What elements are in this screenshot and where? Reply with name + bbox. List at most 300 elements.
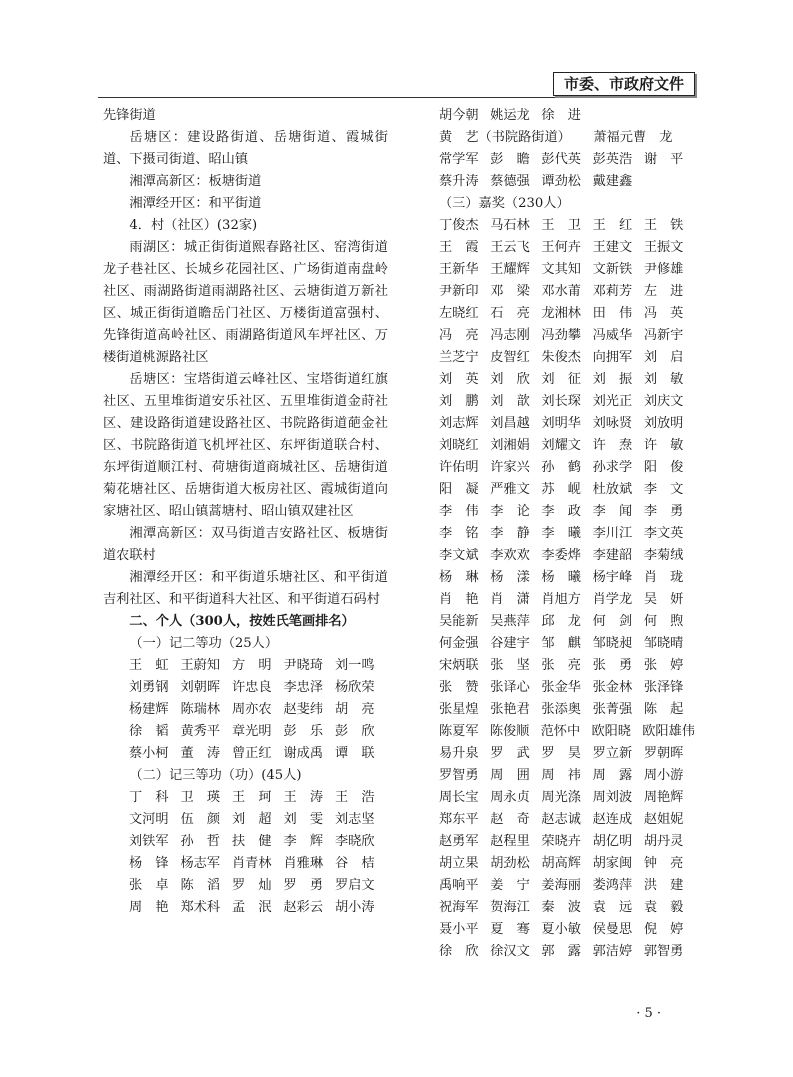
person-name: 刘耀文: [541, 438, 581, 453]
person-name: 蔡德强: [490, 174, 530, 189]
person-name: 胡劲松: [490, 856, 530, 871]
person-name: 黄秀平: [180, 724, 221, 739]
person-name: 袁 毅: [643, 900, 684, 915]
person-name: 李 静: [490, 526, 530, 541]
person-name: 王耀辉: [490, 262, 530, 277]
person-name: 罗 勇: [283, 878, 324, 893]
person-name: 赵连成: [592, 812, 633, 827]
person-name: 张金华: [541, 680, 581, 695]
person-name: 徐 欣: [439, 944, 479, 959]
person-name: 胡丹灵: [643, 834, 684, 849]
person-name: 夏 骞: [490, 922, 530, 937]
name-row: [439, 677, 695, 699]
person-name: 李 政: [541, 504, 581, 519]
person-name: 洪 建: [643, 878, 684, 893]
person-name: 周 露: [592, 768, 633, 783]
person-name: 阳 俊: [643, 460, 684, 475]
person-name: 阳 凝: [439, 482, 479, 497]
person-name: 刘 启: [643, 350, 684, 365]
person-name: 龙湘林: [541, 306, 581, 321]
person-name: 孙 哲: [180, 834, 221, 849]
person-name: 王 卫: [541, 218, 581, 233]
name-row: [439, 325, 695, 347]
person-name: 刘 英: [439, 372, 479, 387]
person-name: 徐汉文: [490, 944, 530, 959]
name-row: [129, 677, 388, 699]
person-name: 李 论: [490, 504, 530, 519]
person-name: 郑东平: [439, 812, 479, 827]
person-name: 张 婷: [643, 658, 684, 673]
person-name: 倪 婷: [643, 922, 684, 937]
person-name: 周长宝: [439, 790, 479, 805]
person-name: 尹修雄: [643, 262, 684, 277]
person-name: 杨宇峰: [592, 570, 633, 585]
person-name: 胡今朝: [439, 108, 479, 123]
name-row: [439, 369, 695, 391]
person-name: 胡小涛: [335, 900, 375, 915]
name-row: [439, 589, 695, 611]
person-name: 石 亮: [490, 306, 530, 321]
person-name: 文新铁: [592, 262, 633, 277]
person-name: 扶 健: [232, 834, 272, 849]
subheading: 4．村（社区）(32家): [129, 218, 258, 233]
paragraph: 雨湖区：城正街街道熙春路社区、窑湾街道龙子巷社区、长城乡花园社区、广场街道南盘岭社区、雨湖路街道雨湖路社区、云塘街道万新社区、城正街街道瞻岳门社区、万楼街道富强村、先锋街道高岭社区、雨湖路街道风车坪社区、万楼街道桃源路社区: [103, 240, 388, 365]
person-name: 欧阳晓: [591, 724, 631, 739]
name-row: [439, 435, 695, 457]
name-row: [129, 721, 388, 743]
person-name: 王 浩: [335, 790, 375, 805]
person-name: 刘昌越: [490, 416, 530, 431]
person-name: 周永贞: [490, 790, 530, 805]
person-name: 李菊绒: [643, 548, 684, 563]
paragraph: 岳塘区：宝塔街道云峰社区、宝塔街道红旗社区、五里堆街道安乐社区、五里堆街道金莳社区、建设路街道建设路社区、书院路街道葩金社区、书院路街道飞机坪社区、东坪街道联合村、东坪街道顺江村、荷塘街道商城社区、岳塘街道菊花塘社区、岳塘街道大板房社区、霞城街道向家塘社区、昭山镇蒿塘村、昭山镇双建社区: [103, 372, 388, 519]
person-name: 陈瑞林: [180, 702, 221, 717]
person-name: 王 涛: [283, 790, 324, 805]
person-name: 周艳辉: [643, 790, 684, 805]
person-name: 谭劲松: [541, 174, 581, 189]
person-name: 刘 征: [541, 372, 581, 387]
person-name: 文河明: [129, 812, 169, 827]
person-name: 许佑明: [439, 460, 479, 475]
person-name: 王 红: [592, 218, 633, 233]
person-name: 王蔚知: [180, 658, 221, 673]
person-name: 肖 珑: [643, 570, 684, 585]
person-name: 邱 龙: [541, 614, 581, 629]
person-name: 彭代英: [541, 152, 581, 167]
person-name: 侯曼思: [592, 922, 633, 937]
person-name: 杨 锋: [129, 856, 169, 871]
name-row: [439, 853, 695, 875]
person-name: 黄 艺（书院路街道）: [439, 130, 571, 145]
name-row: [439, 545, 695, 567]
paragraph: 岳塘区：建设路街道、岳塘街道、霞城街道、下摄司街道、昭山镇: [103, 130, 388, 167]
person-name: 吴燕萍: [490, 614, 530, 629]
person-name: 杨欣荣: [335, 680, 375, 695]
person-name: 冯劲攀: [541, 328, 581, 343]
name-row: [439, 699, 695, 721]
person-name: 孙求学: [592, 460, 633, 475]
person-name: 禹响平: [439, 878, 479, 893]
paragraph: 湘潭经开区：和平街道乐塘社区、和平街道吉利社区、和平街道科大社区、和平街道石码村: [103, 570, 388, 607]
paragraph: 湘潭高新区：板塘街道: [129, 174, 262, 189]
person-name: 张 赞: [439, 680, 479, 695]
name-row: [439, 303, 695, 325]
person-name: 刘铁军: [129, 834, 169, 849]
person-name: 苏 岘: [541, 482, 581, 497]
person-name: 周 囲: [490, 768, 530, 783]
name-row: [439, 259, 695, 281]
person-name: 伍 颜: [180, 812, 221, 827]
person-name: 吴能新: [439, 614, 479, 629]
person-name: 杨 曦: [541, 570, 581, 585]
person-name: 彭 欣: [335, 724, 375, 739]
person-name: 罗 昊: [541, 746, 581, 761]
person-name: 冯 英: [643, 306, 684, 321]
person-name: 刘 敏: [643, 372, 684, 387]
person-name: 方 明: [232, 658, 272, 673]
name-row: [439, 721, 695, 743]
name-row: [439, 479, 695, 501]
person-name: 刘勇钢: [129, 680, 169, 695]
person-name: 宋炳联: [439, 658, 479, 673]
name-row: [439, 875, 695, 897]
person-name: 李 铭: [439, 526, 479, 541]
award-heading: （一）记二等功（25人）: [129, 636, 279, 651]
person-name: 邓莉芳: [592, 284, 633, 299]
person-name: 李 伟: [439, 504, 479, 519]
name-row: [439, 831, 695, 853]
paragraph: 湘潭经开区：和平街道: [129, 196, 262, 211]
person-name: 萧福元: [593, 130, 633, 145]
person-name: 吴 妍: [643, 592, 684, 607]
person-name: 刘长琛: [541, 394, 581, 409]
person-name: 周光涤: [541, 790, 581, 805]
name-row: [439, 655, 695, 677]
person-name: 蔡小柯: [129, 746, 169, 761]
person-name: 王 铁: [643, 218, 684, 233]
person-name: 罗智勇: [439, 768, 479, 783]
person-name: 王何卉: [541, 240, 581, 255]
person-name: 陈夏军: [439, 724, 479, 739]
name-row: [129, 897, 388, 919]
person-name: 刘志坚: [335, 812, 375, 827]
person-name: 刘咏贤: [592, 416, 633, 431]
name-row: [129, 875, 388, 897]
name-row: [439, 149, 695, 171]
name-row: [129, 655, 388, 677]
person-name: 尹晓琦: [283, 658, 324, 673]
person-name: 胡亿明: [592, 834, 633, 849]
person-name: 刘志辉: [439, 416, 479, 431]
person-name: 李 勇: [643, 504, 684, 519]
person-name: 章光明: [232, 724, 272, 739]
person-name: 张金林: [592, 680, 633, 695]
person-name: 刘明华: [541, 416, 581, 431]
person-name: 兰芝宁: [439, 350, 479, 365]
right-column: [439, 105, 695, 963]
person-name: 姚运龙: [490, 108, 530, 123]
name-row: [439, 523, 695, 545]
person-name: 胡高辉: [541, 856, 581, 871]
person-name: 胡立果: [439, 856, 479, 871]
person-name: 刘晓红: [439, 438, 479, 453]
name-row: [129, 853, 388, 875]
person-name: 谢 平: [643, 152, 684, 167]
person-name: [644, 105, 695, 127]
person-name: [571, 127, 594, 149]
name-row: [439, 171, 695, 193]
person-name: 杨 琳: [439, 570, 479, 585]
person-name: 郭洁婷: [592, 944, 633, 959]
person-name: 李 闻: [592, 504, 633, 519]
name-row: [439, 633, 695, 655]
person-name: 张 勇: [592, 658, 633, 673]
person-name: 何 剑: [592, 614, 633, 629]
person-name: 刘庆文: [643, 394, 684, 409]
person-name: 谷建宇: [490, 636, 530, 651]
person-name: 彭 乐: [283, 724, 324, 739]
person-name: 李文英: [643, 526, 684, 541]
person-name: 冯志刚: [490, 328, 530, 343]
person-name: 易升泉: [439, 746, 479, 761]
person-name: 周 祎: [541, 768, 581, 783]
person-name: 欧阳雄伟: [642, 724, 695, 739]
person-name: 王 珂: [232, 790, 272, 805]
person-name: 王建文: [592, 240, 633, 255]
person-name: 刘湘娟: [490, 438, 530, 453]
person-name: 张泽锋: [643, 680, 684, 695]
person-name: 胡家闽: [592, 856, 633, 871]
section-header: 市委、市政府文件: [553, 72, 695, 96]
person-name: 董 涛: [180, 746, 221, 761]
person-name: 罗朝晖: [643, 746, 684, 761]
continued-names: [439, 105, 695, 193]
person-name: 赵 奇: [490, 812, 530, 827]
person-name: 邓 梁: [490, 284, 530, 299]
person-name: 向拥军: [592, 350, 633, 365]
name-row: [439, 787, 695, 809]
name-row: [439, 215, 695, 237]
person-name: 马石林: [490, 218, 530, 233]
person-name: 刘朝晖: [180, 680, 221, 695]
name-row: [439, 391, 695, 413]
name-row: [439, 765, 695, 787]
person-name: 肖 潇: [490, 592, 530, 607]
person-name: 彭 瞻: [490, 152, 530, 167]
name-row: [439, 809, 695, 831]
person-name: 杨建辉: [129, 702, 169, 717]
person-name: 周亦农: [232, 702, 272, 717]
person-name: 李委烨: [541, 548, 581, 563]
person-name: 杨志军: [180, 856, 221, 871]
person-name: 刘 振: [592, 372, 633, 387]
person-name: 曾正红: [232, 746, 272, 761]
person-name: 赵志诚: [541, 812, 581, 827]
person-name: 左晓红: [439, 306, 479, 321]
person-name: 周小游: [643, 768, 684, 783]
person-name: 胡 亮: [335, 702, 375, 717]
person-name: 冯新宇: [643, 328, 684, 343]
person-name: 李 曦: [541, 526, 581, 541]
person-name: [593, 105, 644, 127]
person-name: 彭英浩: [592, 152, 633, 167]
person-name: 李欢欢: [490, 548, 530, 563]
person-name: 卫 瑛: [180, 790, 221, 805]
person-name: 张 坚: [490, 658, 530, 673]
person-name: 罗 灿: [232, 878, 272, 893]
person-name: 李建韶: [592, 548, 633, 563]
person-name: 赵程里: [490, 834, 530, 849]
person-name: 邹 麒: [541, 636, 581, 651]
person-name: 邓水莆: [541, 284, 581, 299]
award-heading: （三）嘉奖（230人）: [439, 196, 570, 211]
person-name: 荣晓卉: [541, 834, 581, 849]
person-name: 夏小敏: [541, 922, 581, 937]
person-name: 张添奥: [541, 702, 581, 717]
person-name: 郭 露: [541, 944, 581, 959]
person-name: 张 亮: [541, 658, 581, 673]
name-row: [129, 743, 388, 765]
person-name: 刘 超: [232, 812, 272, 827]
person-name: 陈 滔: [180, 878, 221, 893]
person-name: 刘放明: [643, 416, 684, 431]
name-row: [439, 501, 695, 523]
person-name: 王新华: [439, 262, 479, 277]
paragraph: 湘潭高新区：双马街道吉安路社区、板塘街道农联村: [103, 526, 388, 563]
person-name: 周 艳: [129, 900, 169, 915]
person-name: 李晓欣: [335, 834, 375, 849]
person-name: 刘光正: [592, 394, 633, 409]
person-name: 肖雅琳: [283, 856, 324, 871]
person-name: 许家兴: [490, 460, 530, 475]
person-name: 聂小平: [439, 922, 479, 937]
person-name: 袁 远: [592, 900, 633, 915]
person-name: 刘一鸣: [335, 658, 375, 673]
person-name: 姜海丽: [541, 878, 581, 893]
person-name: 孟 泯: [232, 900, 272, 915]
person-name: 王 虹: [129, 658, 169, 673]
person-name: 李文斌: [439, 548, 479, 563]
name-row: [129, 787, 388, 809]
person-name: 陈俊顺: [489, 724, 530, 739]
person-name: 邹晓晴: [643, 636, 684, 651]
person-name: 刘 鹏: [439, 394, 479, 409]
name-row: [439, 457, 695, 479]
person-name: 罗立新: [592, 746, 633, 761]
person-name: 常学军: [439, 152, 479, 167]
person-name: 冯威华: [592, 328, 633, 343]
person-name: 冯 亮: [439, 328, 479, 343]
left-column: [103, 105, 388, 919]
person-name: 蔡升涛: [439, 174, 479, 189]
person-name: 谷 桔: [335, 856, 375, 871]
person-name: 徐 韬: [129, 724, 169, 739]
person-name: 赵勇军: [439, 834, 479, 849]
person-name: 刘 欣: [490, 372, 530, 387]
text-line: 先锋街道: [103, 108, 156, 123]
name-row: [439, 941, 695, 963]
person-name: 张菁强: [592, 702, 633, 717]
person-name: 娄鸿萍: [592, 878, 633, 893]
name-row: [439, 567, 695, 589]
person-name: 肖旭方: [541, 592, 581, 607]
person-name: 李 辉: [283, 834, 324, 849]
person-name: 张 卓: [129, 878, 169, 893]
person-name: 谢成禹: [283, 746, 324, 761]
person-name: 邹晓昶: [592, 636, 633, 651]
person-name: 赵姐妮: [643, 812, 684, 827]
person-name: [644, 171, 695, 193]
person-name: 王振文: [643, 240, 684, 255]
person-name: 肖青林: [232, 856, 272, 871]
person-name: 王云飞: [490, 240, 530, 255]
person-name: 严雅文: [490, 482, 530, 497]
person-name: 罗启文: [335, 878, 375, 893]
person-name: 陈 起: [643, 702, 684, 717]
person-name: 王 霞: [439, 240, 479, 255]
name-row: [439, 127, 695, 149]
name-row: [129, 699, 388, 721]
person-name: 许 敏: [643, 438, 684, 453]
person-name: 李忠泽: [283, 680, 324, 695]
person-name: 秦 波: [541, 900, 581, 915]
name-row: [439, 347, 695, 369]
person-name: 李 文: [643, 482, 684, 497]
second-class-names: [103, 655, 388, 765]
person-name: [673, 127, 696, 149]
person-name: 张艳君: [490, 702, 530, 717]
name-row: [439, 105, 695, 127]
person-name: 皮智红: [490, 350, 530, 365]
person-name: 周刘波: [592, 790, 633, 805]
person-name: 刘 雯: [283, 812, 324, 827]
person-name: 何 煦: [643, 614, 684, 629]
person-name: 谭 联: [335, 746, 375, 761]
person-name: 戴建鑫: [592, 174, 633, 189]
person-name: 肖 艳: [439, 592, 479, 607]
person-name: 许 焘: [592, 438, 633, 453]
person-name: 贺海江: [490, 900, 530, 915]
name-row: [439, 237, 695, 259]
person-name: 丁 科: [129, 790, 169, 805]
person-name: 丁俊杰: [439, 218, 479, 233]
person-name: 朱俊杰: [541, 350, 581, 365]
person-name: 刘 歆: [490, 394, 530, 409]
person-name: 徐 进: [541, 108, 581, 123]
name-row: [439, 281, 695, 303]
section-heading: 二、个人（300人，按姓氏笔画排名）: [129, 614, 355, 629]
person-name: 杨 漾: [490, 570, 530, 585]
person-name: 范怀中: [540, 724, 581, 739]
award-heading: （二）记三等功（功）(45人): [129, 768, 302, 783]
person-name: 张译心: [490, 680, 530, 695]
third-class-names: [103, 787, 388, 919]
person-name: 张星煌: [439, 702, 479, 717]
person-name: 赵彩云: [283, 900, 324, 915]
person-name: 罗 武: [490, 746, 530, 761]
name-row: [439, 919, 695, 941]
person-name: 文其知: [541, 262, 581, 277]
person-name: 尹新印: [439, 284, 479, 299]
person-name: 郑术科: [180, 900, 221, 915]
commendation-names: [439, 215, 695, 963]
name-row: [439, 611, 695, 633]
person-name: 曹 龙: [632, 130, 673, 145]
person-name: 许忠良: [232, 680, 272, 695]
person-name: 左 进: [643, 284, 684, 299]
person-name: 肖学龙: [592, 592, 633, 607]
person-name: 田 伟: [592, 306, 633, 321]
